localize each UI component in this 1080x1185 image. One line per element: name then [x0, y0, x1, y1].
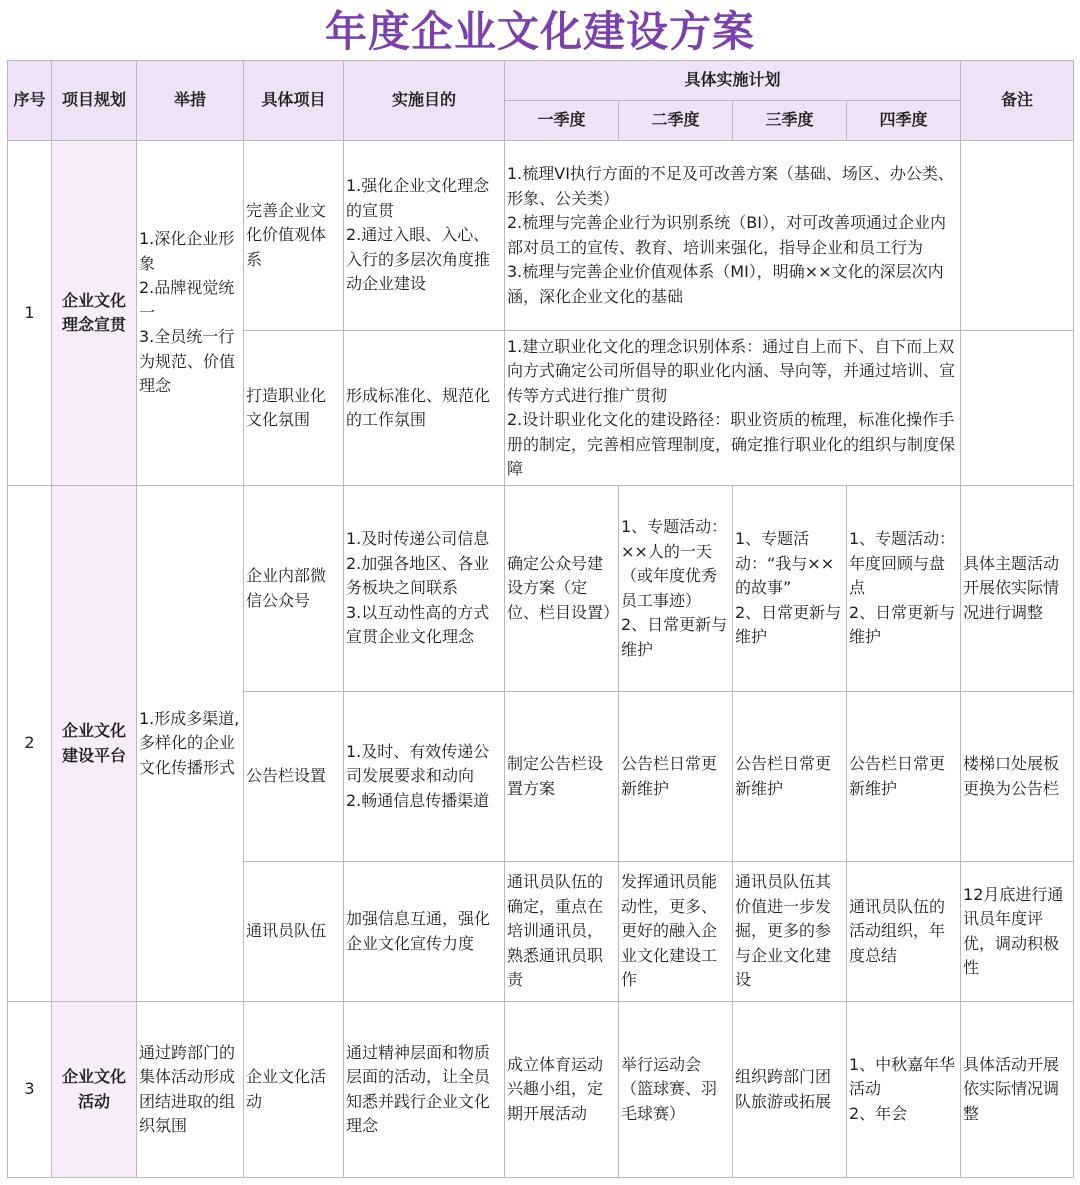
project-cell: 打造职业化文化氛围: [244, 331, 344, 486]
q1-cell: 通讯员队伍的确定，重点在培训通讯员，熟悉通讯员职责: [505, 862, 619, 1002]
header-q4: 四季度: [847, 101, 961, 141]
purpose-cell: 1.及时、有效传递公司发展要求和动向 2.畅通信息传播渠道: [344, 692, 505, 862]
section-plan: 企业文化 活动: [52, 1002, 137, 1178]
page-title: 年度企业文化建设方案: [324, 7, 755, 56]
section-seq: 2: [8, 486, 52, 1002]
remark-cell: 12月底进行通讯员年度评优，调动积极性: [961, 862, 1074, 1002]
q4-cell: 公告栏日常更新维护: [847, 692, 961, 862]
header-q2: 二季度: [619, 101, 733, 141]
header-schedule: 具体实施计划: [505, 61, 961, 101]
q1-cell: 成立体育运动兴趣小组，定期开展活动: [505, 1002, 619, 1178]
plan-all-cell: 1.梳理VI执行方面的不足及可改善方案（基础、场区、办公类、形象、公关类） 2.梳理与完善企业行为识别系统（BI），对可改善项通过企业内部对员工的宣传、教育、培训来强化，指导企业和员工行为 3.梳理与完善企业价值观体系（MI），明确××文化的深层次内涵，深化企业文化的基础: [505, 141, 961, 331]
section-plan: 企业文化 建设平台: [52, 486, 137, 1002]
remark-cell: 楼梯口处展板更换为公告栏: [961, 692, 1074, 862]
q1-cell: 制定公告栏设置方案: [505, 692, 619, 862]
table-row: [8, 141, 1074, 331]
remark-cell: 具体活动开展依实际情况调整: [961, 1002, 1074, 1178]
section-measure: 1.形成多渠道, 多样化的企业文化传播形式: [137, 486, 244, 1002]
purpose-cell: 通过精神层面和物质层面的活动，让全员知悉并践行企业文化理念: [344, 1002, 505, 1178]
section-measure: 通过跨部门的集体活动形成团结进取的组织氛围: [137, 1002, 244, 1178]
q4-cell: 1、专题活动：年度回顾与盘点 2、日常更新与维护: [847, 486, 961, 692]
q2-cell: 发挥通讯员能动性，更多、更好的融入企业文化建设工作: [619, 862, 733, 1002]
plan-table: [7, 60, 1074, 1178]
q3-cell: 公告栏日常更新维护: [733, 692, 847, 862]
section-seq: 3: [8, 1002, 52, 1178]
q4-cell: 1、中秋嘉年华活动 2、年会: [847, 1002, 961, 1178]
q2-cell: 举行运动会（篮球赛、羽毛球赛）: [619, 1002, 733, 1178]
header-q1: 一季度: [505, 101, 619, 141]
plan-all-cell: 1.建立职业化文化的理念识别体系：通过自上而下、自下而上双向方式确定公司所倡导的职业化内涵、导向等，并通过培训、宣传等方式进行推广贯彻 2.设计职业化文化的建设路径：职业资质的梳理，标准化操作手册的制定，完善相应管理制度，确定推行职业化的组织与制度保障: [505, 331, 961, 486]
project-cell: 企业内部微信公众号: [244, 486, 344, 692]
project-cell: 企业文化活动: [244, 1002, 344, 1178]
q2-cell: 1、专题活动：××人的一天（或年度优秀员工事迹） 2、日常更新与维护: [619, 486, 733, 692]
header-measure: 举措: [137, 61, 244, 141]
q3-cell: 1、专题活动：“我与××的故事” 2、日常更新与维护: [733, 486, 847, 692]
q2-cell: 公告栏日常更新维护: [619, 692, 733, 862]
header-project: 具体项目: [244, 61, 344, 141]
header-seq: 序号: [8, 61, 52, 141]
section-measure: 1.深化企业形象 2.品牌视觉统一 3.全员统一行为规范、价值理念: [137, 141, 244, 486]
remark-cell: [961, 331, 1074, 486]
q1-cell: 确定公众号建设方案（定位、栏目设置）: [505, 486, 619, 692]
header-remark: 备注: [961, 61, 1074, 141]
project-cell: 公告栏设置: [244, 692, 344, 862]
q4-cell: 通讯员队伍的活动组织，年度总结: [847, 862, 961, 1002]
project-cell: 完善企业文化价值观体系: [244, 141, 344, 331]
table-row: [8, 1002, 1074, 1178]
header-q3: 三季度: [733, 101, 847, 141]
remark-cell: [961, 141, 1074, 331]
purpose-cell: 1.强化企业文化理念的宣贯 2.通过入眼、入心、入行的多层次角度推动企业建设: [344, 141, 505, 331]
project-cell: 通讯员队伍: [244, 862, 344, 1002]
table-row: [8, 486, 1074, 692]
header-plan: 项目规划: [52, 61, 137, 141]
purpose-cell: 1.及时传递公司信息 2.加强各地区、各业务板块之间联系 3.以互动性高的方式宣贯企业文化理念: [344, 486, 505, 692]
section-plan: 企业文化 理念宣贯: [52, 141, 137, 486]
header-purpose: 实施目的: [344, 61, 505, 141]
purpose-cell: 加强信息互通，强化企业文化宣传力度: [344, 862, 505, 1002]
purpose-cell: 形成标准化、规范化的工作氛围: [344, 331, 505, 486]
q3-cell: 通讯员队伍其价值进一步发掘，更多的参与企业文化建设: [733, 862, 847, 1002]
remark-cell: 具体主题活动开展依实际情况进行调整: [961, 486, 1074, 692]
section-seq: 1: [8, 141, 52, 486]
q3-cell: 组织跨部门团队旅游或拓展: [733, 1002, 847, 1178]
